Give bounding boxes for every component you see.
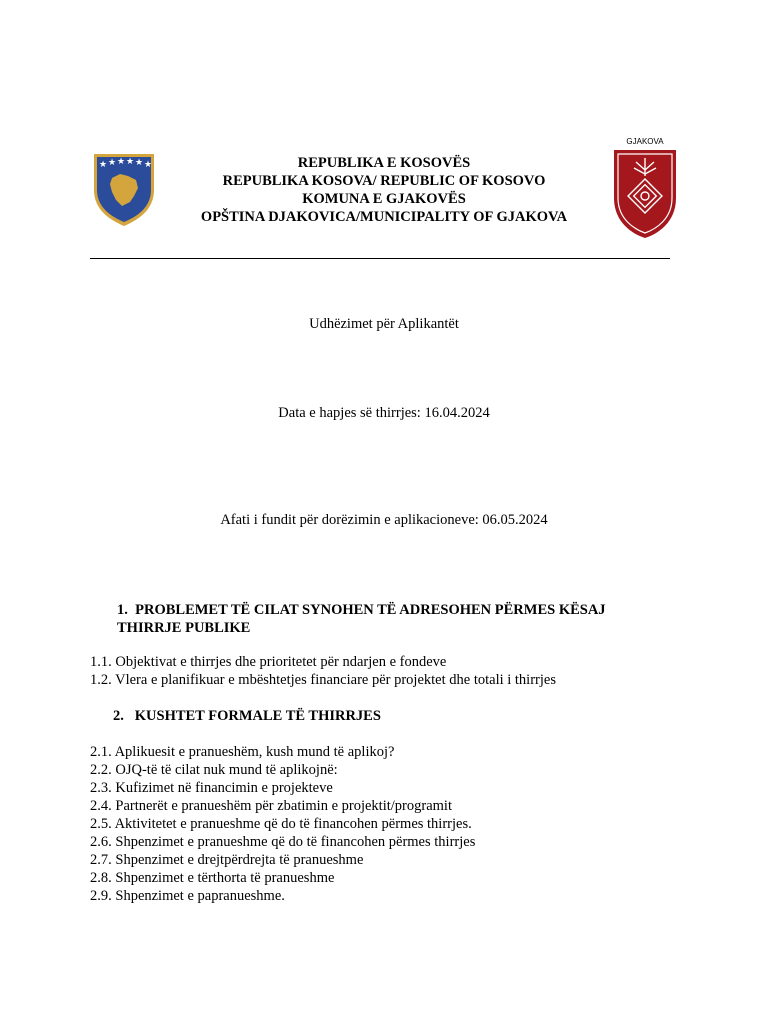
svg-text:★: ★ [117,157,126,167]
list-item: 1.1. Objektivat e thirrjes dhe prioritetet për ndarjen e fondeve [90,654,447,670]
list-item: 2.7. Shpenzimet e drejtpërdrejta të pranueshme [90,852,364,868]
svg-text:★: ★ [144,160,153,170]
deadline-date: Afati i fundit për dorëzimin e aplikacioneve: 06.05.2024 [220,512,548,528]
seal-label: GJAKOVA [626,137,664,146]
list-item: 2.2. OJQ-të të cilat nuk mund të aplikojnë: [90,762,338,778]
header-line-3: KOMUNA E GJAKOVËS [302,191,466,207]
header-line-2: REPUBLIKA KOSOVA/ REPUBLIC OF KOSOVO [222,173,546,189]
svg-text:★: ★ [99,160,108,170]
svg-text:★: ★ [135,158,144,168]
opening-date: Data e hapjes së thirrjes: 16.04.2024 [278,405,490,421]
header-divider [90,258,670,259]
svg-text:★: ★ [126,157,135,167]
gjakova-seal-icon [612,136,678,240]
header-line-4: OPŠTINA DJAKOVICA/MUNICIPALITY OF GJAKOVA [200,209,568,225]
list-item: 2.9. Shpenzimet e papranueshme. [90,888,285,904]
list-item: 2.6. Shpenzimet e pranueshme që do të financohen përmes thirrjes [90,834,476,850]
section-1-heading-line-1: 1. PROBLEMET TË CILAT SYNOHEN TË ADRESOHEN PËRMES KËSAJ [117,602,606,618]
section-1-heading [117,601,606,637]
header-line-1: REPUBLIKA E KOSOVËS [297,155,471,171]
svg-text:★: ★ [108,158,117,168]
document-title: Udhëzimet për Aplikantët [309,316,459,332]
section-2-heading: 2. KUSHTET FORMALE TË THIRRJES [113,708,381,724]
section-1-heading-line-2: THIRRJE PUBLIKE [117,620,251,636]
list-item: 2.4. Partnerët e pranueshëm për zbatimin e projektit/programit [90,798,452,814]
list-item: 2.1. Aplikuesit e pranueshëm, kush mund të aplikoj? [90,744,395,760]
list-item: 2.3. Kufizimet në financimin e projekteve [90,780,333,796]
list-item: 2.8. Shpenzimet e tërthorta të pranueshme [90,870,335,886]
section-2-list [90,743,475,905]
list-item: 1.2. Vlera e planifikuar e mbështetjes financiare për projektet dhe totali i thirrjes [90,672,556,688]
section-1-list [90,653,556,689]
list-item: 2.5. Aktivitetet e pranueshme që do të financohen përmes thirrjes. [90,816,472,832]
